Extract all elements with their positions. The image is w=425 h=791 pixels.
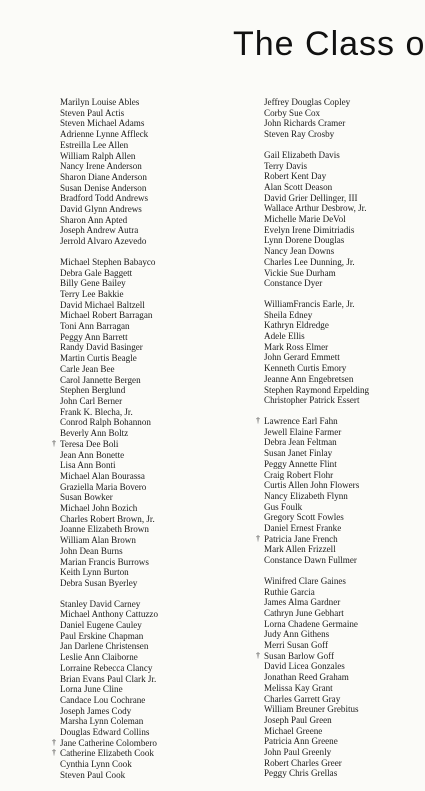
graduate-name xyxy=(264,726,407,737)
graduate-name-text: Lorna Chadene Germaine xyxy=(264,618,358,629)
graduate-name-text: Frank K. Blecha, Jr. xyxy=(60,406,133,417)
graduate-name-text: David Michael Baltzell xyxy=(60,299,145,310)
graduate-name-text: John Carl Berner xyxy=(60,395,123,406)
graduate-name xyxy=(60,503,250,514)
graduate-name-text: Melissa Kay Grant xyxy=(264,682,333,693)
graduate-name-text: Jane Catherine Colombero xyxy=(60,737,157,748)
graduate-name-text: Patricia Jane French xyxy=(264,533,338,544)
graduate-name-text: Adrienne Lynne Affleck xyxy=(60,129,149,140)
graduate-name xyxy=(60,557,250,568)
graduate-name-text: Candace Lou Cochrane xyxy=(60,694,146,705)
graduate-name-text: Joanne Elizabeth Brown xyxy=(60,524,149,535)
graduate-name-text: Nancy Jean Downs xyxy=(264,246,335,257)
graduate-name xyxy=(264,629,407,640)
graduate-name-text: Kathryn Eldredge xyxy=(264,320,329,331)
graduate-name-text: Keith Lynn Burton xyxy=(60,567,129,578)
graduate-name-text: Christopher Patrick Essert xyxy=(264,395,360,406)
graduate-name-text: James Alma Gardner xyxy=(264,597,341,608)
graduate-name xyxy=(60,663,250,674)
graduate-name xyxy=(264,235,407,246)
graduate-name-text: William Ralph Allen xyxy=(60,150,136,161)
graduate-name-text: Stephen Berglund xyxy=(60,385,126,396)
graduate-name-text: Jeffrey Douglas Copley xyxy=(264,97,351,107)
name-group xyxy=(256,575,407,779)
graduate-name-text: John Dean Burns xyxy=(60,545,123,556)
graduate-name-text: David Grier Dellinger, III xyxy=(264,192,358,203)
graduate-name-text: Patricia Ann Greene xyxy=(264,736,338,747)
graduate-name-text: Constance Dawn Fullmer xyxy=(264,555,357,566)
graduate-name xyxy=(60,289,250,300)
deceased-dagger-mark: † xyxy=(52,748,56,758)
graduate-name-text: Michelle Marie DeVol xyxy=(264,214,346,225)
graduate-name xyxy=(60,609,250,620)
graduate-name xyxy=(60,706,250,717)
graduate-name xyxy=(60,695,250,706)
graduate-name-text: Gregory Scott Fowles xyxy=(264,512,344,523)
graduate-name xyxy=(60,471,250,482)
graduate-name-text: Jewell Elaine Farmer xyxy=(264,426,342,437)
graduate-name-text: Constance Dyer xyxy=(264,278,323,289)
graduate-name xyxy=(60,108,250,119)
graduate-name-text: Steven Paul Actis xyxy=(60,107,125,118)
graduate-name xyxy=(60,652,250,663)
graduate-name-text: Bradford Todd Andrews xyxy=(60,193,149,204)
graduate-name-text: Wallace Arthur Desbrow, Jr. xyxy=(264,203,367,214)
graduate-name xyxy=(60,118,250,129)
name-group xyxy=(52,256,250,589)
name-group xyxy=(264,97,407,140)
graduate-name xyxy=(264,768,407,779)
graduate-name xyxy=(264,694,407,705)
graduate-name-text: Steven Michael Adams xyxy=(60,118,145,129)
graduate-name-text: Teresa Dee Boli xyxy=(60,438,119,449)
graduate-name-text: Estreilla Lee Allen xyxy=(60,139,129,150)
graduate-name xyxy=(264,758,407,769)
graduate-name xyxy=(264,342,407,353)
graduate-name xyxy=(264,704,407,715)
name-group xyxy=(264,150,407,289)
graduate-name xyxy=(264,619,407,630)
graduate-name xyxy=(264,576,407,587)
graduate-name-text: Debra Jean Feltman xyxy=(264,437,337,448)
graduate-name-text: Craig Robert Flohr xyxy=(264,469,334,480)
graduate-name-text: Charles Robert Brown, Jr. xyxy=(60,513,155,524)
graduate-name xyxy=(60,353,250,364)
graduate-name-text: Sheila Edney xyxy=(264,309,313,320)
graduate-name xyxy=(60,407,250,418)
graduate-name xyxy=(264,278,407,289)
graduate-name xyxy=(60,546,250,557)
graduate-name xyxy=(60,183,250,194)
graduate-name-text: Kenneth Curtis Emory xyxy=(264,363,347,374)
graduate-name-text: Leslie Ann Claiborne xyxy=(60,652,138,663)
graduate-name-text: Michael Greene xyxy=(264,725,323,736)
graduate-name xyxy=(264,395,407,406)
graduate-name-text: Michael Robert Barragan xyxy=(60,310,153,321)
graduate-name xyxy=(60,567,250,578)
names-column-right xyxy=(256,97,407,789)
graduate-name xyxy=(60,450,250,461)
graduate-name xyxy=(264,747,407,758)
graduate-name-text: Brian Evans Paul Clark Jr. xyxy=(60,673,157,684)
name-group xyxy=(256,415,407,566)
graduate-name xyxy=(264,246,407,257)
graduate-name xyxy=(60,300,250,311)
graduate-name xyxy=(60,225,250,236)
graduate-name xyxy=(264,150,407,161)
graduate-name-text: Ruthie Garcia xyxy=(264,586,315,597)
graduate-name xyxy=(52,438,250,450)
graduate-name-text: Charles Garrett Gray xyxy=(264,693,341,704)
graduate-name xyxy=(264,374,407,385)
graduate-name-text: Jan Darlene Christensen xyxy=(60,641,149,652)
graduate-name-text: Paul Erskine Chapman xyxy=(60,630,144,641)
graduate-name xyxy=(264,715,407,726)
graduate-name xyxy=(264,459,407,470)
graduate-name xyxy=(60,193,250,204)
graduate-name-text: Joseph Andrew Autra xyxy=(60,225,139,236)
graduate-name xyxy=(60,204,250,215)
graduate-name-text: Terry Davis xyxy=(264,160,308,171)
graduate-name xyxy=(264,203,407,214)
graduate-name-text: Joseph James Cody xyxy=(60,705,132,716)
graduate-name xyxy=(264,225,407,236)
graduate-name-text: Susan Bowker xyxy=(60,492,113,503)
graduate-name-text: Curtis Allen John Flowers xyxy=(264,480,360,491)
graduate-name xyxy=(60,759,250,770)
graduate-name xyxy=(60,492,250,503)
graduate-name xyxy=(264,427,407,438)
graduate-name-text: Jean Ann Bonette xyxy=(60,449,125,460)
graduate-name xyxy=(60,770,250,781)
graduate-name-text: Robert Kent Day xyxy=(264,171,327,182)
graduate-name xyxy=(264,214,407,225)
graduate-name xyxy=(60,428,250,439)
graduate-name-text: Stephen Raymond Erpelding xyxy=(264,384,370,395)
graduate-name xyxy=(60,674,250,685)
graduate-name xyxy=(264,502,407,513)
graduate-name-text: Robert Charles Greer xyxy=(264,757,342,768)
graduate-name-text: Jonathan Reed Graham xyxy=(264,672,349,683)
graduate-name xyxy=(264,512,407,523)
graduate-name xyxy=(60,236,250,247)
graduate-name xyxy=(264,171,407,182)
name-group xyxy=(52,598,250,781)
graduate-name-text: Judy Ann Githens xyxy=(264,629,330,640)
graduate-name-text: Beverly Ann Boltz xyxy=(60,428,129,439)
graduate-name xyxy=(256,533,407,545)
graduate-name xyxy=(264,118,407,129)
graduate-name xyxy=(60,514,250,525)
graduate-name xyxy=(60,172,250,183)
page-title: The Class o xyxy=(233,25,425,63)
graduate-name-text: Peggy Annette Flint xyxy=(264,458,337,469)
graduate-name-text: Michael Alan Bourassa xyxy=(60,470,145,481)
graduate-name-text: John Gerard Emmett xyxy=(264,352,340,363)
graduate-name-text: Mark Ross Elmer xyxy=(264,341,329,352)
name-group xyxy=(60,97,250,247)
graduate-name xyxy=(60,215,250,226)
graduate-name xyxy=(60,364,250,375)
graduate-name xyxy=(264,608,407,619)
graduate-name-text: Michael Stephen Babayco xyxy=(60,256,156,267)
graduate-name-text: William Alan Brown xyxy=(60,535,136,546)
graduate-name-text: Toni Ann Barragan xyxy=(60,321,130,332)
graduate-name xyxy=(264,299,407,310)
deceased-dagger-mark: † xyxy=(256,533,260,543)
graduate-name xyxy=(52,748,250,759)
graduate-name-text: Graziella Maria Bovero xyxy=(60,481,147,492)
graduate-name-text: Susan Barlow Goff xyxy=(264,650,335,661)
graduate-name-text: Alan Scott Deason xyxy=(264,181,333,192)
graduate-name xyxy=(60,278,250,289)
graduate-name xyxy=(60,578,250,589)
deceased-dagger-mark: † xyxy=(256,650,260,660)
graduate-name xyxy=(60,482,250,493)
name-group xyxy=(264,299,407,406)
graduate-name xyxy=(60,151,250,162)
graduate-name-text: David Licea Gonzales xyxy=(264,661,345,672)
graduate-name-text: Jeanne Ann Engebretsen xyxy=(264,373,354,384)
graduate-name xyxy=(264,437,407,448)
graduate-name xyxy=(264,182,407,193)
graduate-name-text: Martin Curtis Beagle xyxy=(60,353,137,364)
graduate-name xyxy=(264,597,407,608)
graduate-name xyxy=(60,332,250,343)
graduate-name-text: Marian Francis Burrows xyxy=(60,556,149,567)
names-column-left xyxy=(52,97,250,791)
graduate-name-text: Cynthia Lynn Cook xyxy=(60,759,132,770)
graduate-name-text: Catherine Elizabeth Cook xyxy=(60,748,154,759)
graduate-name xyxy=(264,672,407,683)
graduate-name xyxy=(60,129,250,140)
graduate-name xyxy=(264,310,407,321)
graduate-name xyxy=(264,448,407,459)
graduate-name xyxy=(60,385,250,396)
graduate-name-text: Debra Gale Baggett xyxy=(60,267,133,278)
graduate-name-text: Cathryn June Gebhart xyxy=(264,607,344,618)
graduate-name xyxy=(60,161,250,172)
graduate-name xyxy=(60,620,250,631)
graduate-name-text: Michael John Bozich xyxy=(60,503,138,514)
graduate-name xyxy=(60,524,250,535)
graduate-name-text: Carol Jannette Bergen xyxy=(60,374,141,385)
graduate-name xyxy=(256,650,407,662)
graduate-name-text: Mark Allen Frizzell xyxy=(264,544,336,555)
graduate-name xyxy=(264,491,407,502)
graduate-name-text: Steven Ray Crosby xyxy=(264,129,335,140)
graduate-name xyxy=(60,268,250,279)
deceased-dagger-mark: † xyxy=(52,737,56,747)
graduate-name-text: Lorna June Cline xyxy=(60,684,123,695)
graduate-name xyxy=(60,535,250,546)
graduate-name-text: Sharon Diane Anderson xyxy=(60,171,147,182)
graduate-name xyxy=(60,342,250,353)
graduate-name-text: Charles Lee Dunning, Jr. xyxy=(264,256,355,267)
graduate-name xyxy=(264,268,407,279)
graduate-name-text: Peggy Ann Barrett xyxy=(60,331,128,342)
graduate-name xyxy=(60,460,250,471)
graduate-name-text: Lorraine Rebecca Clancy xyxy=(60,662,153,673)
graduate-name-text: Sharon Ann Apted xyxy=(60,214,128,225)
graduate-name-text: John Paul Greenly xyxy=(264,747,332,758)
graduate-name xyxy=(60,310,250,321)
graduate-name-text: Gail Elizabeth Davis xyxy=(264,149,340,160)
graduate-name-text: WilliamFrancis Earle, Jr. xyxy=(264,298,355,309)
graduate-name-text: Adele Ellis xyxy=(264,331,305,342)
graduate-name-text: Marilyn Louise Ables xyxy=(60,97,140,107)
graduate-name-text: Michael Anthony Cattuzzo xyxy=(60,609,158,620)
graduate-name xyxy=(264,257,407,268)
graduate-name-text: Conrod Ralph Bohannon xyxy=(60,417,151,428)
graduate-name xyxy=(264,683,407,694)
graduate-name-text: Steven Paul Cook xyxy=(60,769,126,780)
graduate-name-text: Peggy Chris Grellas xyxy=(264,768,338,779)
graduate-name-text: David Glynn Andrews xyxy=(60,204,142,215)
graduate-name xyxy=(60,375,250,386)
graduate-name-text: Lawrence Earl Fahn xyxy=(264,415,338,426)
graduate-name xyxy=(60,321,250,332)
graduate-name xyxy=(60,140,250,151)
graduate-name-text: Vickie Sue Durham xyxy=(264,267,336,278)
graduate-name xyxy=(60,396,250,407)
graduate-name-text: Daniel Eugene Cauley xyxy=(60,620,142,631)
graduate-name xyxy=(264,97,407,108)
graduate-name-text: Jerrold Alvaro Azevedo xyxy=(60,236,147,247)
graduate-name xyxy=(264,523,407,534)
graduate-name-text: Lisa Ann Bonti xyxy=(60,460,116,471)
graduate-name-text: Randy David Basinger xyxy=(60,342,143,353)
graduate-name-text: Corby Sue Cox xyxy=(264,107,321,118)
graduate-name-text: Lynn Dorene Douglas xyxy=(264,235,345,246)
graduate-name-text: Debra Susan Byerley xyxy=(60,577,138,588)
graduate-name-text: Nancy Elizabeth Flynn xyxy=(264,490,348,501)
graduate-name xyxy=(60,417,250,428)
graduate-name-text: Terry Lee Bakkie xyxy=(60,288,124,299)
graduate-name xyxy=(264,736,407,747)
graduate-name xyxy=(264,385,407,396)
graduate-name xyxy=(52,737,250,749)
graduate-name xyxy=(264,470,407,481)
graduate-name-text: Douglas Edward Collins xyxy=(60,727,150,738)
deceased-dagger-mark: † xyxy=(52,438,56,448)
graduate-name xyxy=(60,631,250,642)
graduate-name-text: Susan Denise Anderson xyxy=(60,182,147,193)
graduate-name-text: William Breuner Grebitus xyxy=(264,704,359,715)
graduate-name xyxy=(264,352,407,363)
graduate-name xyxy=(264,331,407,342)
graduate-name-text: Gus Foulk xyxy=(264,501,303,512)
graduate-name xyxy=(264,661,407,672)
graduate-name-text: Billy Gene Bailey xyxy=(60,278,126,289)
graduate-name xyxy=(264,555,407,566)
graduate-name xyxy=(264,544,407,555)
graduate-name-text: Winifred Clare Gaines xyxy=(264,575,346,586)
graduate-name xyxy=(60,684,250,695)
graduate-name xyxy=(60,599,250,610)
graduate-name xyxy=(60,257,250,268)
graduate-name xyxy=(264,320,407,331)
graduate-name-text: Marsha Lynn Coleman xyxy=(60,716,144,727)
deceased-dagger-mark: † xyxy=(256,415,260,425)
graduate-name xyxy=(264,640,407,651)
graduate-name xyxy=(264,161,407,172)
graduate-name-text: Daniel Ernest Franke xyxy=(264,523,342,534)
graduate-name-text: Merri Susan Goff xyxy=(264,640,328,651)
graduate-name-text: John Richards Cramer xyxy=(264,118,346,129)
graduate-name xyxy=(60,641,250,652)
graduate-name-text: Susan Janet Finlay xyxy=(264,448,333,459)
graduate-name xyxy=(60,97,250,108)
graduate-name xyxy=(60,716,250,727)
graduate-name xyxy=(264,363,407,374)
graduate-name-text: Nancy Irene Anderson xyxy=(60,161,142,172)
graduate-name xyxy=(264,193,407,204)
graduate-name-text: Stanley David Carney xyxy=(60,598,141,609)
graduate-name xyxy=(264,480,407,491)
graduate-name-text: Carle Jean Bee xyxy=(60,363,115,374)
graduate-name xyxy=(60,727,250,738)
graduate-name-text: Joseph Paul Green xyxy=(264,714,332,725)
graduate-name xyxy=(264,587,407,598)
graduate-name xyxy=(256,415,407,427)
graduate-name-text: Evelyn Irene Dimitriadis xyxy=(264,224,355,235)
graduate-name xyxy=(264,108,407,119)
graduate-name xyxy=(264,129,407,140)
